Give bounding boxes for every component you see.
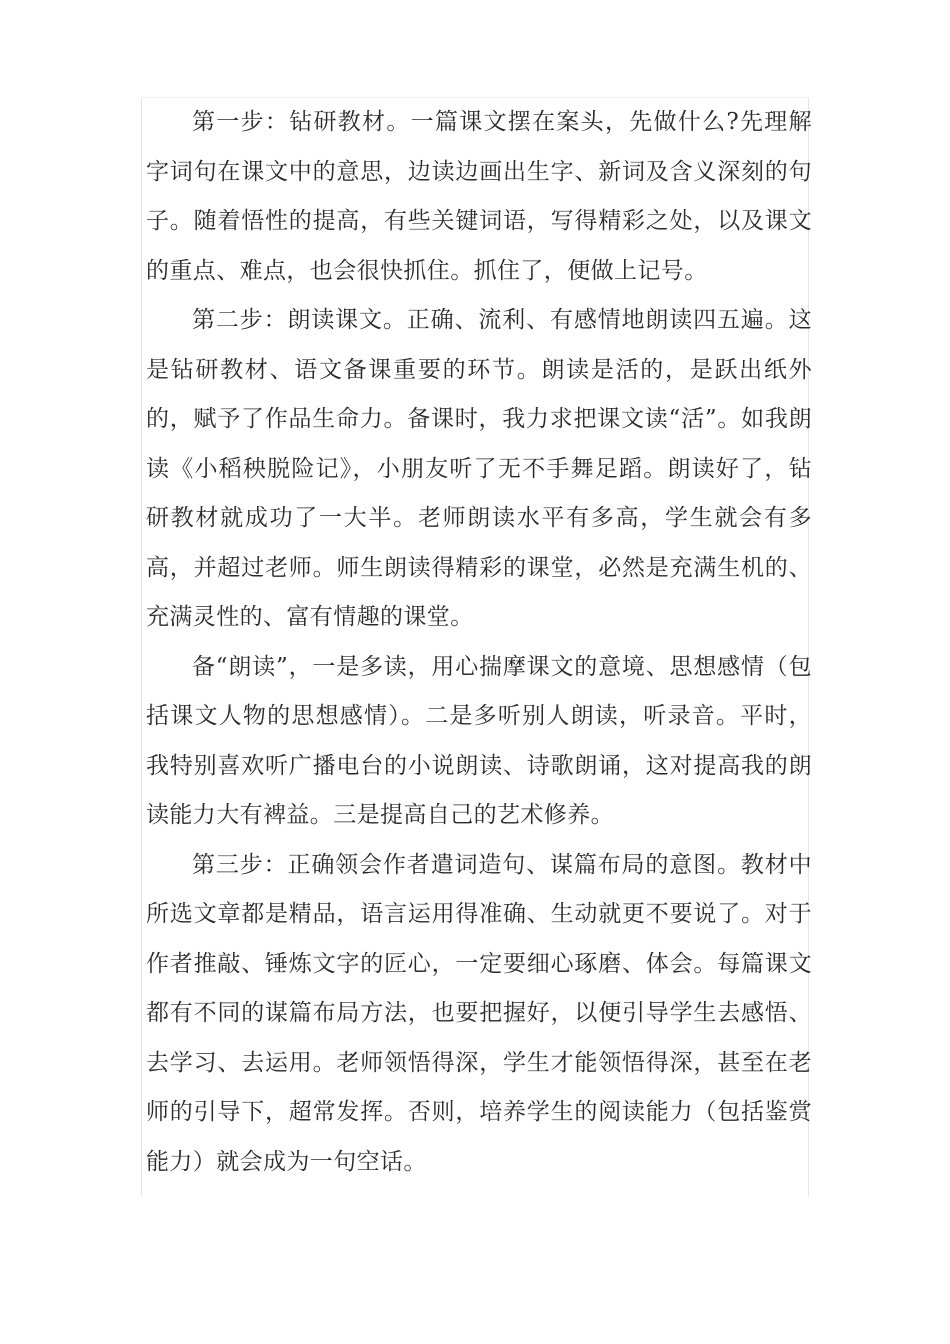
- paragraph-reading-preparation: 备“朗读”，一是多读，用心揣摩课文的意境、思想感情（包括课文人物的思想感情）。二是多听别人朗读，听录音。平时，我特别喜欢听广播电台的小说朗读、诗歌朗诵，这对提高我的朗读能力大有裨益。三是提高自己的艺术修养。: [146, 653, 812, 828]
- paragraph-step-two: 第二步：朗读课文。正确、流利、有感情地朗读四五遍。这是钻研教材、语文备课重要的环节。朗读是活的，是跃出纸外的，赋予了作品生命力。备课时，我力求把课文读“活”。如我朗读《小稻秧脱险记》，小朋友听了无不手舞足蹈。朗读好了，钻研教材就成功了一大半。老师朗读水平有多高，学生就会有多高，并超过老师。师生朗读得精彩的课堂，必然是充满生机的、充满灵性的、富有情趣的课堂。: [146, 307, 812, 630]
- document-body: [146, 98, 812, 1187]
- paragraph-step-one: 第一步：钻研教材。一篇课文摆在案头，先做什么?先理解字词句在课文中的意思，边读边画出生字、新词及含义深刻的句子。随着悟性的提高，有些关键词语，写得精彩之处，以及课文的重点、难点，也会很快抓住。抓住了，便做上记号。: [146, 109, 812, 284]
- paragraph-step-three: 第三步：正确领会作者遣词造句、谋篇布局的意图。教材中所选文章都是精品，语言运用得准确、生动就更不要说了。对于作者推敲、锤炼文字的匠心，一定要细心琢磨、体会。每篇课文都有不同的谋篇布局方法，也要把握好，以便引导学生去感悟、去学习、去运用。老师领悟得深，学生才能领悟得深，甚至在老师的引导下，超常发挥。否则，培养学生的阅读能力（包括鉴赏能力）就会成为一句空话。: [146, 851, 812, 1175]
